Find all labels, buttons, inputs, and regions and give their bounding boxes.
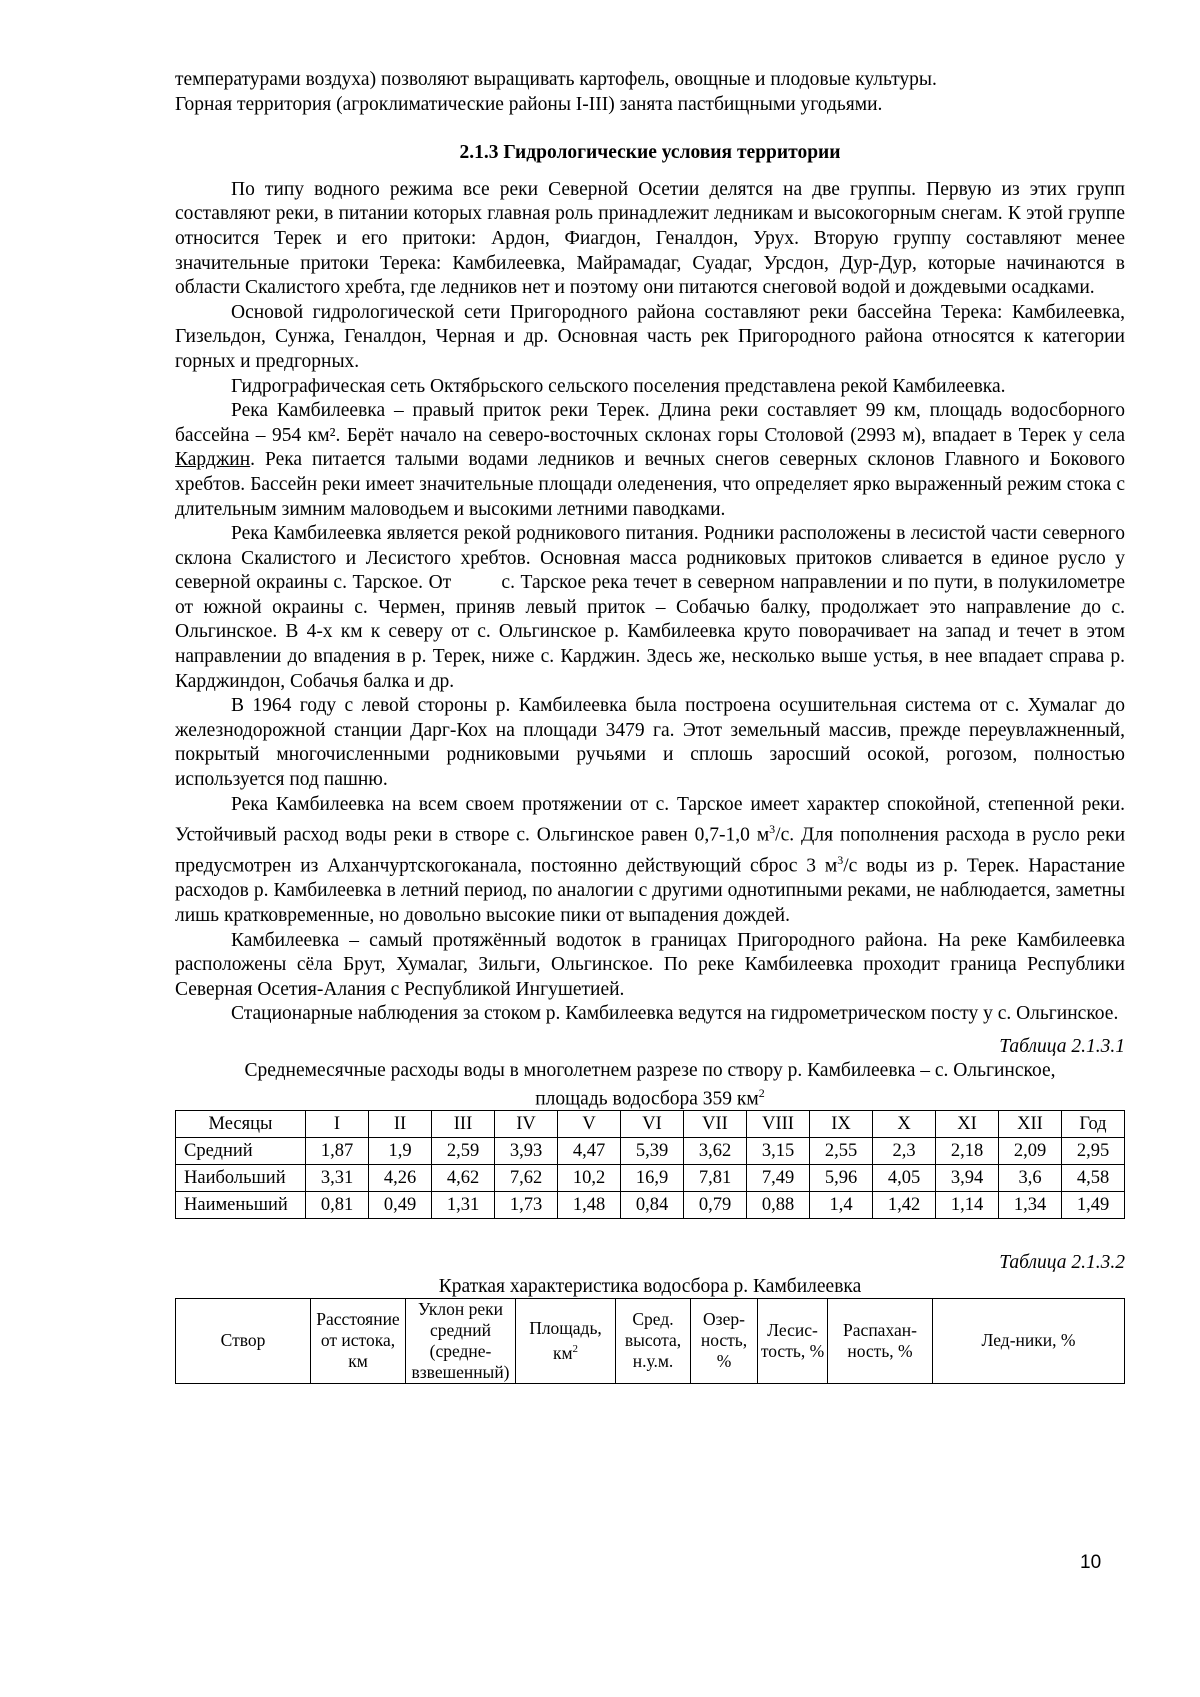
table-header-cell: Месяцы [176,1111,306,1138]
table-cell: 10,2 [558,1165,621,1192]
text-run: Река Камбилеевка – правый приток реки Терек. Длина реки составляет 99 км, площадь водосборного бассейна – 954 км². Берёт начало на северо-восточных склонах горы Столовой (2993 м), впадает в Терек у села [175,400,1125,446]
table-header-cell: VIII [747,1111,810,1138]
table-cell: 16,9 [621,1165,684,1192]
text-run: площадь водосбора 359 км [535,1088,759,1110]
table-cell: 1,34 [999,1192,1062,1219]
table-cell: 4,26 [369,1165,432,1192]
table-cell: 3,94 [936,1165,999,1192]
table-cell: 1,87 [306,1138,369,1165]
table-cell: 1,31 [432,1192,495,1219]
text-run: /с. Для пополнения расхода в русло реки предусмотрен из Алханчуртскогоканала, постоянно действующий сброс 3 м [175,824,1125,877]
table-cell: 4,47 [558,1138,621,1165]
text-run: . Река питается талыми водами ледников и вечных снегов северных склонов Главного и Бокового хребтов. Бассейн реки имеет значительные площади оледенения, что определяет ярко выраженный режим стока с длительным зимним маловодьем и высокими летними паводками. [175,449,1125,520]
table-header-cell: IX [810,1111,873,1138]
superscript: 2 [758,1085,765,1100]
table1-title-line2 [175,1082,1125,1111]
table-header-cell: VII [684,1111,747,1138]
table-cell: 0,84 [621,1192,684,1219]
table-row [176,1165,1125,1192]
table-row [176,1138,1125,1165]
table-cell: 3,15 [747,1138,810,1165]
table-header-row [176,1298,1125,1383]
table-cell: 5,96 [810,1165,873,1192]
table-cell: 2,59 [432,1138,495,1165]
table-cell: 0,49 [369,1192,432,1219]
table-cell: 4,05 [873,1165,936,1192]
table1-label: Таблица 2.1.3.1 [999,1035,1125,1057]
spacer [175,1219,1125,1243]
text-run: Река Камбилеевка на всем своем протяжении от с. Тарское имеет характер спокойной, степенной реки. Устойчивый расход воды реки в створе с. Ольгинское равен 0,7-1,0 м [175,793,1125,846]
table-cell: 3,6 [999,1165,1062,1192]
table-header-cell: Уклон реки средний (средне-взвешенный) [406,1298,516,1383]
table-header-cell: Лесис-тость, % [758,1298,828,1383]
table-cell: 1,4 [810,1192,873,1219]
table-header-cell: Сред. высота, н.у.м. [616,1298,691,1383]
paragraph-river [175,399,1125,522]
table-header-cell: Год [1062,1111,1125,1138]
superscript: 3 [837,853,844,868]
table-cell: 2,55 [810,1138,873,1165]
document-page [175,68,1130,1384]
paragraph: Стационарные наблюдения за стоком р. Камбилеевка ведутся на гидрометрическом посту у с. Ольгинское. [231,1003,1119,1025]
intro-line-1: температурами воздуха) позволяют выращивать картофель, овощные и плодовые культуры. [175,69,937,90]
superscript: 2 [572,1342,579,1355]
table-cell: Наименьший [176,1192,306,1219]
table-cell: 1,42 [873,1192,936,1219]
table-header-cell: II [369,1111,432,1138]
table-cell: Наибольший [176,1165,306,1192]
table-cell: 4,62 [432,1165,495,1192]
intro-line-2: Горная территория (агроклиматические районы I-III) занята пастбищными угодьями. [175,93,883,115]
text-run: /с воды из р. Терек. Нарастание расходов р. Камбилеевка в летний период, по аналогии с другими однотипными реками, не наблюдается, заметны лишь кратковременные, но довольно высокие пики от выпадения дождей. [175,855,1126,926]
table-cell: 2,95 [1062,1138,1125,1165]
table-header-cell: VI [621,1111,684,1138]
table2-label: Таблица 2.1.3.2 [999,1252,1125,1274]
basin-table [175,1298,1125,1384]
table-cell: 1,49 [1062,1192,1125,1219]
table-cell: 2,18 [936,1138,999,1165]
table-header-cell [516,1298,616,1383]
table-cell: 0,81 [306,1192,369,1219]
table-header-cell: III [432,1111,495,1138]
table-cell: 5,39 [621,1138,684,1165]
table-cell: Средний [176,1138,306,1165]
text-run: Площадь, км [529,1317,602,1363]
table-header-cell: Распахан-ность, % [828,1298,933,1383]
table-header-cell: Створ [176,1298,311,1383]
table-header-cell: I [306,1111,369,1138]
table-cell: 1,9 [369,1138,432,1165]
table-header-cell: XI [936,1111,999,1138]
superscript: 3 [769,822,776,837]
table-header-cell: IV [495,1111,558,1138]
table-cell: 4,58 [1062,1165,1125,1192]
table-cell: 0,88 [747,1192,810,1219]
table-cell: 3,31 [306,1165,369,1192]
section-heading: 2.1.3 Гидрологические условия территории [459,142,841,164]
paragraph: В 1964 году с левой стороны р. Камбилеевка была построена осушительная система от с. Хумалаг до железнодорожной станции Дарг-Кох на площади 3479 га. Этот земельный массив, прежде переувлажненный, покрытый многочисленными родниковыми ручьями и сплошь заросший осокой, рогозом, полностью используется под пашню. [175,695,1125,791]
table-header-cell: Озер-ность, % [691,1298,758,1383]
table-cell: 1,73 [495,1192,558,1219]
discharge-table [175,1110,1125,1219]
karjin-link[interactable]: Карджин [175,449,251,471]
table-cell: 2,3 [873,1138,936,1165]
table2-title: Краткая характеристика водосбора р. Камбилеевка [438,1275,862,1297]
table-cell: 7,49 [747,1165,810,1192]
table-cell: 3,62 [684,1138,747,1165]
paragraph: Основой гидрологической сети Пригородного района составляют реки бассейна Терека: Камбилеевка, Гизельдон, Сунжа, Геналдон, Черная и др. Основная часть рек Пригородного района относятся к категории горных и предгорных. [175,301,1125,372]
table-header-cell: Расстояние от истока, км [311,1298,406,1383]
table-header-cell: V [558,1111,621,1138]
table-cell: 1,48 [558,1192,621,1219]
table-cell: 2,09 [999,1138,1062,1165]
table-cell: 7,81 [684,1165,747,1192]
table-cell: 0,79 [684,1192,747,1219]
table-header-cell: Лед-ники, % [933,1298,1125,1383]
table-cell: 7,62 [495,1165,558,1192]
table-cell: 3,93 [495,1138,558,1165]
paragraph: Река Камбилеевка является рекой родникового питания. Родники расположены в лесистой части северного склона Скалистого и Лесистого хребтов. Основная масса родниковых притоков сливается в единое русло у северной окраины с. Тарское. От с. Тарское река течет в северном направлении и по пути, в полукилометре от южной окраины с. Чермен, приняв левый приток – Собачью балку, продолжает это направление до с. Ольгинское. В 4-х км к северу от с. Ольгинское р. Камбилеевка круто поворачивает на запад и течет в этом направлении до впадения в р. Терек, ниже с. Карджин. Здесь же, несколько выше устья, в нее впадает справа р. Карджиндон, Собачья балка и др. [175,523,1130,692]
table-row [176,1192,1125,1219]
table-header-cell: X [873,1111,936,1138]
paragraph-flow [175,793,1125,929]
page-number: 10 [1080,1552,1102,1573]
table-cell: 1,14 [936,1192,999,1219]
table1-title-line1: Среднемесячные расходы воды в многолетнем разрезе по створу р. Камбилеевка – с. Ольгинское, [244,1059,1056,1081]
table-header-row [176,1111,1125,1138]
paragraph: Гидрографическая сеть Октябрьского сельского поселения представлена рекой Камбилеевка. [231,375,1006,397]
paragraph: Камбилеевка – самый протяжённый водоток в границах Пригородного района. На реке Камбилеевка расположены сёла Брут, Хумалаг, Зильги, Ольгинское. По реке Камбилеевка проходит граница Республики Северная Осетия-Алания с Республикой Ингушетией. [175,929,1125,1000]
table-header-cell: XII [999,1111,1062,1138]
paragraph: По типу водного режима все реки Северной Осетии делятся на две группы. Первую из этих групп составляют реки, в питании которых главная роль принадлежит ледникам и высокогорным снегам. К этой группе относится Терек и его притоки: Ардон, Фиагдон, Геналдон, Урух. Вторую группу составляют менее значительные притоки Терека: Камбилеевка, Майрамадаг, Суадаг, Урсдон, Дур-Дур, которые начинаются в области Скалистого хребта, где ледников нет и поэтому они питаются снеговой водой и дождевыми осадками. [175,178,1125,299]
